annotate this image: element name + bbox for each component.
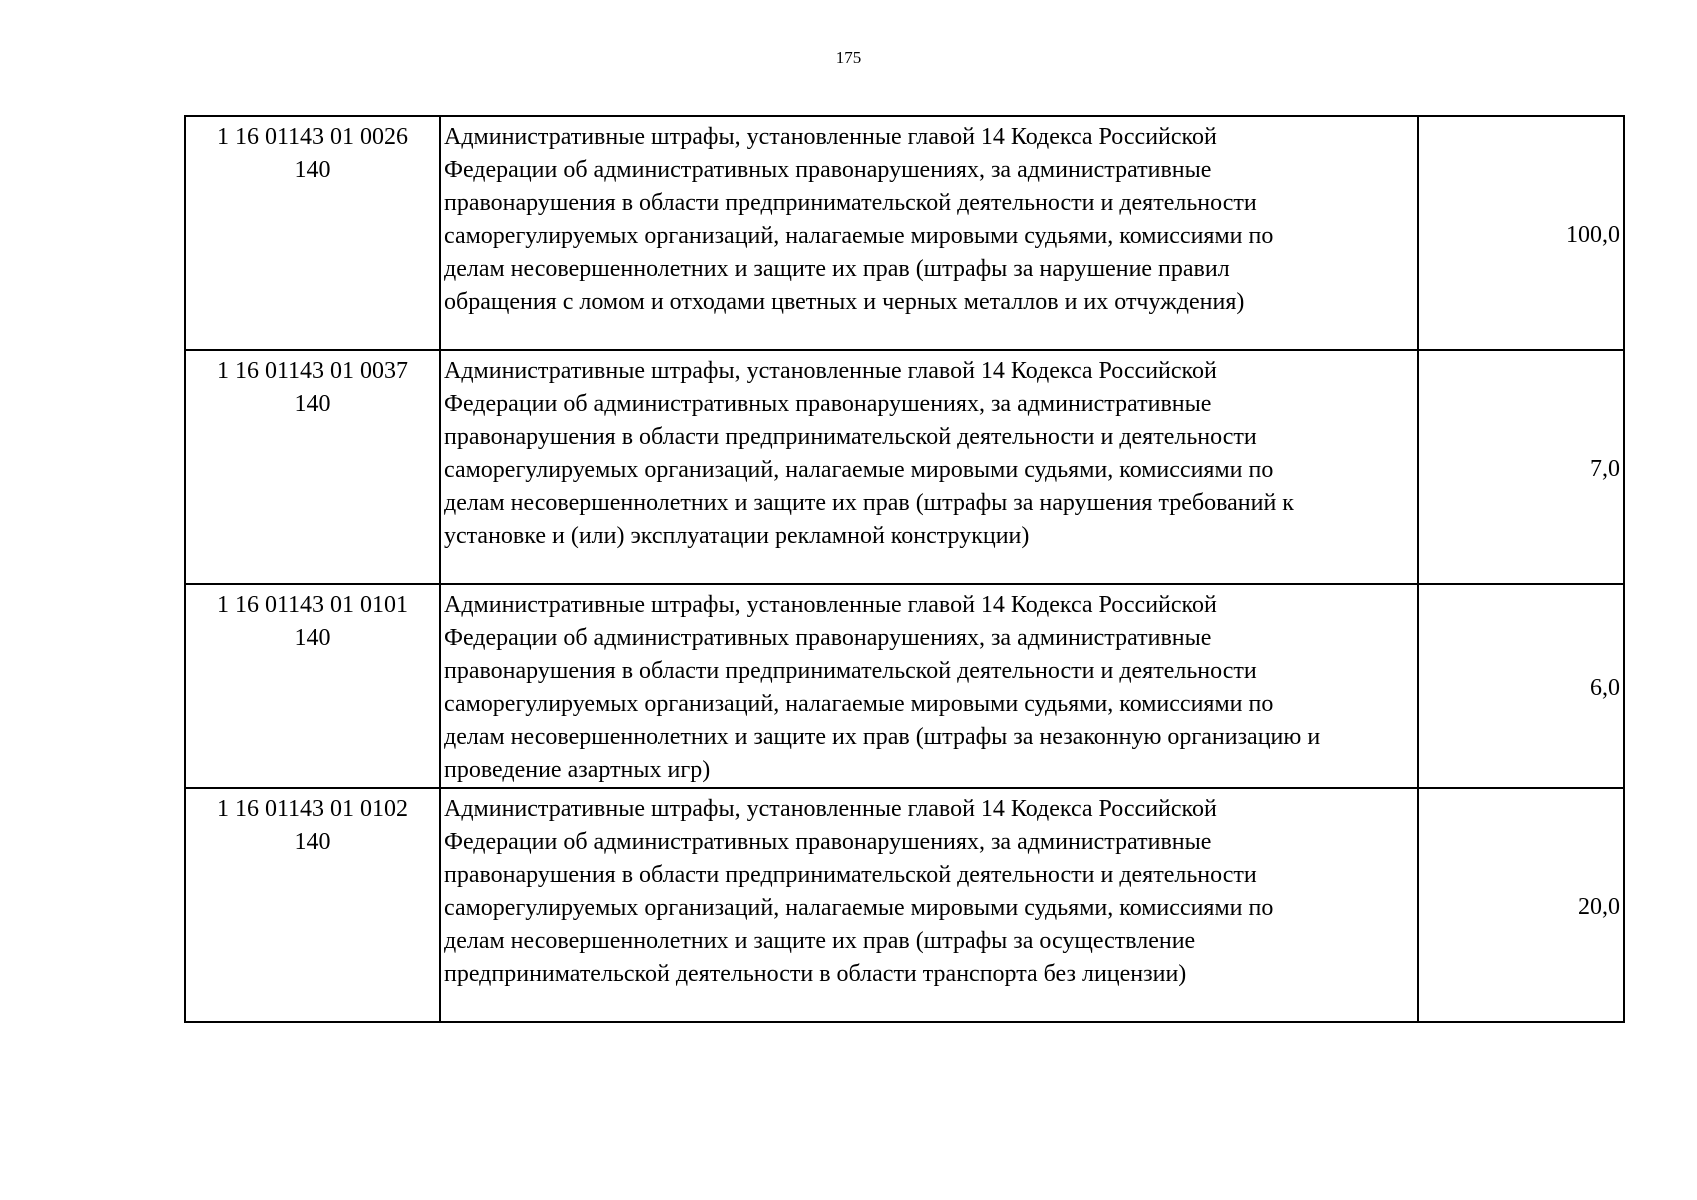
budget-code-cell	[185, 116, 440, 350]
description-cell	[440, 350, 1418, 584]
table-row	[185, 584, 1624, 788]
budget-code-cell	[185, 350, 440, 584]
revenue-table	[184, 115, 1625, 1023]
amount-cell: 7,0	[1418, 350, 1624, 584]
budget-code: 1 16 01143 01 0026 140	[216, 124, 409, 183]
description-cell	[440, 116, 1418, 350]
budget-code: 1 16 01143 01 0101 140	[216, 592, 409, 651]
description-text: Административные штрафы, установленные главой 14 Кодекса Российской Федерации об административных правонарушениях, за административные правонарушения в области предпринимательской деятельности и деятельности саморегулируемых организаций, налагаемые мировыми судьями, комиссиями по делам несовершеннолетних и защите их прав (штрафы за незаконную организацию и проведение азартных игр)	[444, 592, 1321, 783]
amount-cell: 20,0	[1418, 788, 1624, 1022]
description-text: Административные штрафы, установленные главой 14 Кодекса Российской Федерации об административных правонарушениях, за административные правонарушения в области предпринимательской деятельности и деятельности саморегулируемых организаций, налагаемые мировыми судьями, комиссиями по делам несовершеннолетних и защите их прав (штрафы за нарушения требований к установке и (или) эксплуатации рекламной конструкции)	[444, 358, 1294, 549]
table-row	[185, 116, 1624, 350]
amount-cell: 6,0	[1418, 584, 1624, 788]
page-number: 175	[835, 48, 862, 67]
description-cell	[440, 788, 1418, 1022]
description-text: Административные штрафы, установленные главой 14 Кодекса Российской Федерации об административных правонарушениях, за административные правонарушения в области предпринимательской деятельности и деятельности саморегулируемых организаций, налагаемые мировыми судьями, комиссиями по делам несовершеннолетних и защите их прав (штрафы за осуществление предпринимательской деятельности в области транспорта без лицензии)	[444, 796, 1274, 987]
table-row	[185, 788, 1624, 1022]
description-cell	[440, 584, 1418, 788]
budget-code: 1 16 01143 01 0037 140	[216, 358, 409, 417]
table-row	[185, 350, 1624, 584]
description-text: Административные штрафы, установленные главой 14 Кодекса Российской Федерации об административных правонарушениях, за административные правонарушения в области предпринимательской деятельности и деятельности саморегулируемых организаций, налагаемые мировыми судьями, комиссиями по делам несовершеннолетних и защите их прав (штрафы за нарушение правил обращения с ломом и отходами цветных и черных металлов и их отчуждения)	[444, 124, 1274, 315]
budget-code: 1 16 01143 01 0102 140	[216, 796, 409, 855]
budget-code-cell	[185, 788, 440, 1022]
amount-cell: 100,0	[1418, 116, 1624, 350]
budget-code-cell	[185, 584, 440, 788]
